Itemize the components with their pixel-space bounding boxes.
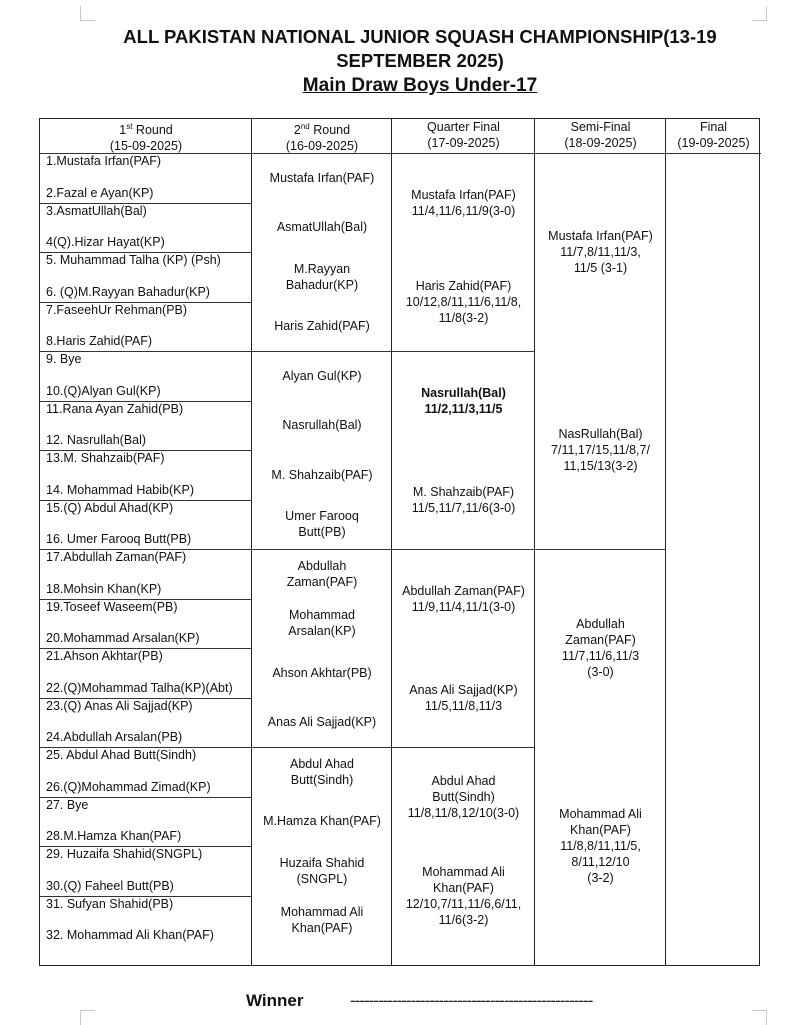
- first-round-player: 6. (Q)M.Rayyan Bahadur(KP): [46, 284, 210, 299]
- page-corner-mark: [752, 6, 767, 21]
- round-header: [252, 119, 392, 154]
- quarter-final-result: Haris Zahid(PAF) 10/12,8/11,11/6,11/8, 11/8(3-2): [405, 278, 522, 325]
- round-date: (18-09-2025): [564, 136, 637, 150]
- first-round-player: 31. Sufyan Shahid(PB): [46, 896, 174, 911]
- quarter-final-result: Abdul Ahad Butt(Sindh) 11/8,11/8,12/10(3-0): [407, 773, 520, 820]
- championship-title-line-2: SEPTEMBER 2025): [336, 50, 504, 71]
- page-corner-mark: [752, 1010, 767, 1025]
- first-round-player: 22.(Q)Mohammad Talha(KP)(Abt): [46, 680, 233, 695]
- second-round-winner: Abdul Ahad Butt(Sindh): [290, 756, 354, 787]
- first-round-player: 32. Mohammad Ali Khan(PAF): [46, 928, 214, 943]
- second-round-winner: Abdullah Zaman(PAF): [286, 558, 358, 589]
- first-round-player: 1.Mustafa Irfan(PAF): [46, 154, 162, 168]
- second-round-winner: Nasrullah(Bal): [282, 418, 362, 433]
- first-round-player: 2.Fazal e Ayan(KP): [46, 185, 154, 200]
- round-name: 1st Round: [119, 122, 173, 138]
- second-round-winner: Mohammad Arsalan(KP): [288, 608, 356, 639]
- first-round-player: 5. Muhammad Talha (KP) (Psh): [46, 253, 221, 267]
- quarter-final-result: Mustafa Irfan(PAF) 11/4,11/6,11/9(3-0): [411, 187, 516, 218]
- column-divider: [251, 119, 252, 965]
- half-divider: [392, 549, 666, 550]
- semi-final-result: Mohammad Ali Khan(PAF) 11/8,8/11,11/5, 8/11,12/10 (3-2): [559, 807, 642, 885]
- second-round-winner: Huzaifa Shahid (SNGPL): [279, 855, 365, 886]
- first-round-player: 24.Abdullah Arsalan(PB): [46, 730, 183, 745]
- round-date: (15-09-2025): [109, 139, 183, 154]
- first-round-player: 29. Huzaifa Shahid(SNGPL): [46, 847, 203, 861]
- first-round-player: 17.Abdullah Zaman(PAF): [46, 550, 187, 564]
- first-round-player: 12. Nasrullah(Bal): [46, 433, 147, 448]
- winner-label: Winner: [246, 991, 304, 1010]
- first-round-player: 9. Bye: [46, 352, 82, 366]
- column-divider: [391, 119, 392, 965]
- second-round-winner: AsmatUllah(Bal): [276, 220, 368, 235]
- semi-final-result: Mustafa Irfan(PAF) 11/7,8/11,11/3, 11/5 (3-1): [548, 229, 653, 275]
- second-round-winner: Alyan Gul(KP): [282, 368, 362, 383]
- second-round-winner: Mohammad Ali Khan(PAF): [280, 905, 364, 936]
- quarter-final-result: Mohammad Ali Khan(PAF) 12/10,7/11,11/6,6/11, 11/6(3-2): [405, 864, 522, 927]
- second-round-winner: Anas Ali Sajjad(KP): [267, 715, 377, 730]
- quarter-final-result: Nasrullah(Bal) 11/2,11/3,11/5: [421, 385, 506, 416]
- second-round-winner: Ahson Akhtar(PB): [272, 665, 372, 680]
- first-round-player: 20.Mohammad Arsalan(KP): [46, 631, 200, 646]
- first-round-player: 18.Mohsin Khan(KP): [46, 581, 162, 596]
- second-round-winner: M. Shahzaib(PAF): [271, 467, 373, 482]
- winner-blank-line: ----------------------------------------------------: [350, 991, 593, 1010]
- round-header: [666, 119, 761, 151]
- second-round-winner: M.Hamza Khan(PAF): [263, 814, 381, 829]
- championship-title-line-1: ALL PAKISTAN NATIONAL JUNIOR SQUASH CHAMPIONSHIP(13-19: [123, 26, 717, 47]
- page-corner-mark: [80, 6, 95, 21]
- round-name: Quarter Final: [427, 120, 500, 134]
- quarter-final-result: M. Shahzaib(PAF) 11/5,11/7,11/6(3-0): [411, 484, 516, 515]
- second-round-winner: Haris Zahid(PAF): [274, 319, 370, 334]
- first-round-player: 30.(Q) Faheel Butt(PB): [46, 878, 174, 893]
- first-round-player: 27. Bye: [46, 797, 89, 812]
- round-header: [392, 119, 535, 151]
- qf-divider: [392, 351, 535, 352]
- first-round-player: 10.(Q)Alyan Gul(KP): [46, 383, 161, 398]
- round-header: [40, 119, 252, 154]
- qf-divider: [392, 747, 535, 748]
- first-round-player: 14. Mohammad Habib(KP): [46, 482, 194, 497]
- first-round-player: 3.AsmatUllah(Bal): [46, 203, 147, 218]
- round-name: Final: [699, 120, 728, 134]
- first-round-player: 7.FaseehUr Rehman(PB): [46, 302, 188, 317]
- first-round-player: 21.Ahson Akhtar(PB): [46, 649, 163, 663]
- first-round-player: 13.M. Shahzaib(PAF): [46, 451, 165, 465]
- first-round-player: 11.Rana Ayan Zahid(PB): [46, 401, 184, 416]
- page-corner-mark: [80, 1010, 95, 1025]
- first-round-player: 19.Toseef Waseem(PB): [46, 599, 178, 614]
- first-round-player: 26.(Q)Mohammad Zimad(KP): [46, 779, 211, 794]
- first-round-player: 16. Umer Farooq Butt(PB): [46, 532, 192, 547]
- semi-final-result: NasRullah(Bal) 7/11,17/15,11/8,7/ 11,15/13(3-2): [551, 427, 650, 473]
- first-round-player: 25. Abdul Ahad Butt(Sindh): [46, 748, 197, 762]
- quarter-final-result: Anas Ali Sajjad(KP) 11/5,11/8,11/3: [409, 682, 518, 713]
- first-round-player: 8.Haris Zahid(PAF): [46, 334, 153, 349]
- second-round-winner: Mustafa Irfan(PAF): [269, 170, 375, 185]
- first-round-player: 15.(Q) Abdul Ahad(KP): [46, 500, 174, 515]
- quarter-divider: [40, 351, 392, 352]
- round-date: (16-09-2025): [285, 139, 359, 154]
- quarter-final-result: Abdullah Zaman(PAF) 11/9,11/4,11/1(3-0): [402, 583, 525, 614]
- round-name: Semi-Final: [570, 120, 631, 134]
- draw-subtitle: Main Draw Boys Under-17: [302, 75, 538, 96]
- second-round-winner: Umer Farooq Butt(PB): [285, 509, 359, 540]
- round-header: [535, 119, 666, 151]
- first-round-player: 4(Q).Hizar Hayat(KP): [46, 235, 165, 250]
- first-round-player: 23.(Q) Anas Ali Sajjad(KP): [46, 698, 193, 713]
- first-round-player: 28.M.Hamza Khan(PAF): [46, 829, 182, 844]
- second-round-winner: M.Rayyan Bahadur(KP): [285, 261, 359, 292]
- semi-final-result: Abdullah Zaman(PAF) 11/7,11/6,11/3 (3-0): [561, 617, 640, 679]
- round-date: (19-09-2025): [677, 136, 750, 150]
- round-name: 2nd Round: [293, 122, 351, 138]
- round-date: (17-09-2025): [427, 136, 500, 150]
- draw-bracket-table: [39, 118, 760, 966]
